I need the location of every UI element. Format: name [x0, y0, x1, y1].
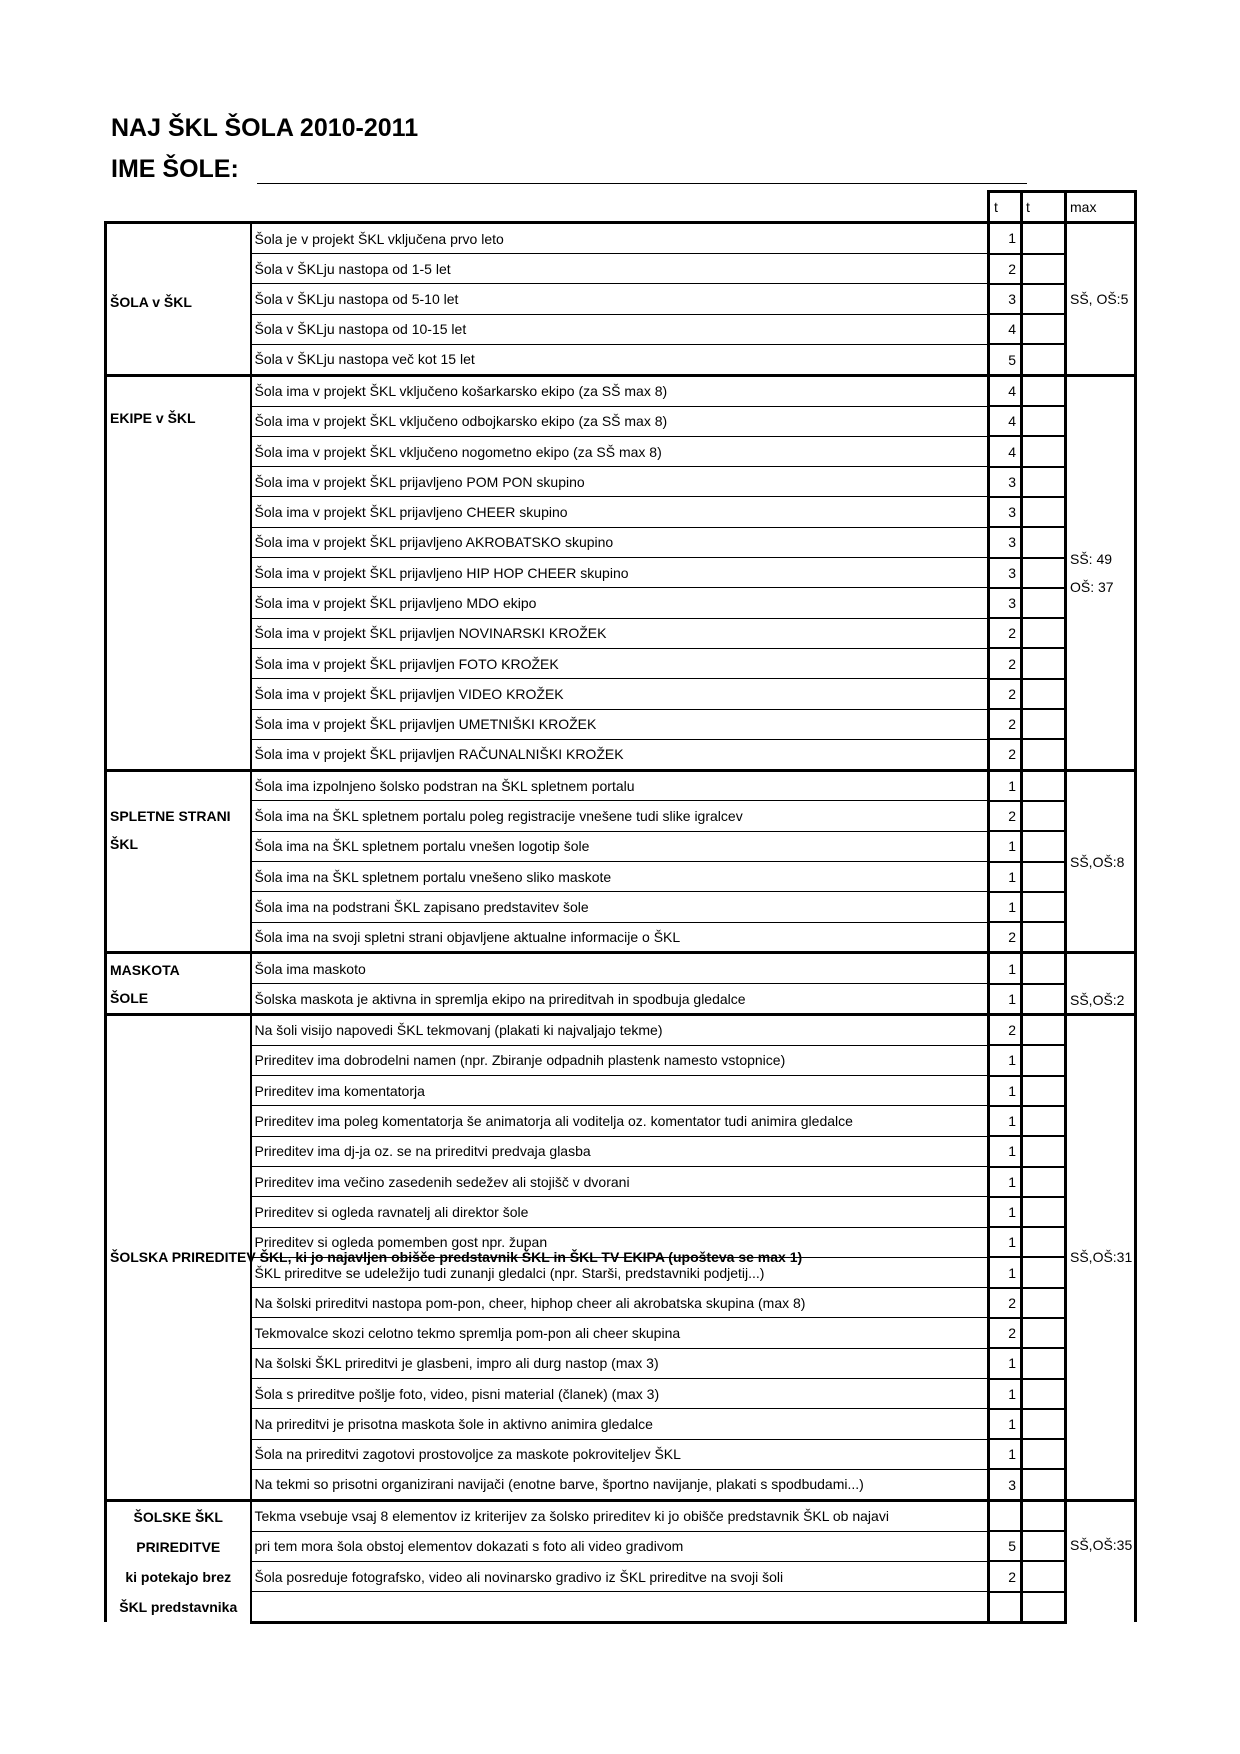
- header-blank: [106, 192, 251, 223]
- points-cell: 3: [989, 284, 1022, 314]
- max-cell: [1066, 953, 1136, 1015]
- score-input-cell[interactable]: [1022, 254, 1066, 284]
- score-input-cell[interactable]: [1022, 679, 1066, 709]
- category-cell: [106, 223, 251, 375]
- table-row: [106, 1318, 1136, 1348]
- category-label-line: ŠKL predstavnika: [119, 1599, 238, 1616]
- criterion-text: Na prireditvi je prisotna maskota šole in aktivno animira gledalce: [251, 1409, 989, 1439]
- table-row: [106, 1106, 1136, 1136]
- points-cell: 2: [989, 709, 1022, 739]
- score-input-cell[interactable]: [1022, 1318, 1066, 1348]
- column-header-t2: t: [1022, 192, 1066, 223]
- category-label: ŠOLSKA PRIREDITEV ŠKL, ki jo najavljen obišče predstavnik ŠKL in ŠKL TV EKIPA (upošteva se max 1): [110, 1249, 803, 1266]
- max-score: SŠ,OŠ:2: [1070, 992, 1125, 1009]
- criterion-text: Na šoli visijo napovedi ŠKL tekmovanj (plakati ki najvaljajo tekme): [251, 1015, 989, 1046]
- score-input-cell[interactable]: [1022, 1592, 1066, 1623]
- score-input-cell[interactable]: [1022, 618, 1066, 648]
- points-cell: 3: [989, 558, 1022, 588]
- scoring-table: [104, 190, 1137, 1624]
- score-input-cell[interactable]: [1022, 1439, 1066, 1469]
- points-cell: 1: [989, 892, 1022, 922]
- points-cell: 1: [989, 1136, 1022, 1166]
- criterion-text: Šola ima na ŠKL spletnem portalu vnešen logotip šole: [251, 831, 989, 861]
- score-input-cell[interactable]: [1022, 588, 1066, 618]
- points-cell: 2: [989, 1288, 1022, 1318]
- category-label-line: PRIREDITVE: [136, 1539, 221, 1556]
- table-row: [106, 375, 1136, 406]
- points-cell: 4: [989, 406, 1022, 436]
- points-cell: 2: [989, 801, 1022, 831]
- criterion-text: Šola v ŠKLju nastopa več kot 15 let: [251, 344, 989, 375]
- column-header-max: max: [1066, 192, 1136, 223]
- category-label: ŠOLA v ŠKL: [110, 294, 192, 311]
- table-row: [106, 1348, 1136, 1378]
- criterion-text: pri tem mora šola obstoj elementov dokazati s foto ali video gradivom: [251, 1531, 989, 1561]
- criterion-text: Šola ima v projekt ŠKL prijavljeno AKROBATSKO skupino: [251, 527, 989, 557]
- table-row: [106, 739, 1136, 770]
- category-label-line: ŠKL: [110, 835, 138, 852]
- criterion-text: Šolska maskota je aktivna in spremlja ekipo na prireditvah in spodbuja gledalce: [251, 984, 989, 1015]
- score-input-cell[interactable]: [1022, 1197, 1066, 1227]
- points-cell: 1: [989, 223, 1022, 254]
- criterion-text: Prireditev ima komentatorja: [251, 1076, 989, 1106]
- table-row: [106, 344, 1136, 375]
- category-label-line: ki potekajo brez: [125, 1569, 232, 1586]
- criterion-text: Prireditev ima večino zasedenih sedežev ali stojišč v dvorani: [251, 1167, 989, 1197]
- criterion-text: Šola ima v projekt ŠKL prijavljen FOTO KROŽEK: [251, 648, 989, 678]
- max-score: SŠ,OŠ:35: [1070, 1536, 1133, 1553]
- score-input-cell[interactable]: [1022, 344, 1066, 375]
- table-row: [106, 1167, 1136, 1197]
- table-row: [106, 770, 1136, 801]
- criterion-text: Šola v ŠKLju nastopa od 1-5 let: [251, 254, 989, 284]
- score-input-cell[interactable]: [1022, 1045, 1066, 1075]
- points-cell: 3: [989, 527, 1022, 557]
- table-row: [106, 679, 1136, 709]
- criterion-text: Šola je v projekt ŠKL vključena prvo leto: [251, 223, 989, 254]
- table-row: [106, 558, 1136, 588]
- category-cell: [106, 375, 251, 770]
- table-row: [106, 1500, 1136, 1531]
- table-row: [106, 1561, 1136, 1591]
- category-cell: [106, 770, 251, 953]
- points-cell: 2: [989, 254, 1022, 284]
- table-row: [106, 436, 1136, 466]
- points-cell: 4: [989, 436, 1022, 466]
- points-cell: 5: [989, 1531, 1022, 1561]
- score-input-cell[interactable]: [1022, 862, 1066, 892]
- criterion-text: Šola ima na podstrani ŠKL zapisano predstavitev šole: [251, 892, 989, 922]
- score-input-cell[interactable]: [1022, 1500, 1066, 1531]
- points-cell: 1: [989, 1197, 1022, 1227]
- table-row: [106, 618, 1136, 648]
- points-cell: 1: [989, 953, 1022, 984]
- table-row: [106, 223, 1136, 254]
- points-cell: 1: [989, 1076, 1022, 1106]
- points-cell: 1: [989, 1409, 1022, 1439]
- column-header-t1: t: [989, 192, 1022, 223]
- max-score-line: SŠ: 49: [1070, 550, 1113, 567]
- points-cell: 1: [989, 1257, 1022, 1287]
- criterion-text: Šola ima izpolnjeno šolsko podstran na ŠKL spletnem portalu: [251, 770, 989, 801]
- score-input-cell[interactable]: [1022, 497, 1066, 527]
- score-input-cell[interactable]: [1022, 922, 1066, 953]
- max-cell: [1066, 223, 1136, 375]
- form-title: NAJ ŠKL ŠOLA 2010-2011: [111, 114, 419, 142]
- table-row: [106, 314, 1136, 344]
- max-score: SŠ, OŠ:5: [1070, 291, 1129, 308]
- score-input-cell[interactable]: [1022, 1227, 1066, 1257]
- criterion-text: Šola na prireditvi zagotovi prostovoljce za maskote pokroviteljev ŠKL: [251, 1439, 989, 1469]
- criterion-text: Šola ima v projekt ŠKL prijavljen UMETNIŠKI KROŽEK: [251, 709, 989, 739]
- points-cell: 1: [989, 1045, 1022, 1075]
- criterion-text: Prireditev ima dobrodelni namen (npr. Zbiranje odpadnih plastenk namesto vstopnice): [251, 1045, 989, 1075]
- table-row: [106, 1288, 1136, 1318]
- criterion-text: Šola ima v projekt ŠKL prijavljen NOVINARSKI KROŽEK: [251, 618, 989, 648]
- points-cell: 5: [989, 344, 1022, 375]
- points-cell: 3: [989, 1469, 1022, 1500]
- table-row: [106, 1197, 1136, 1227]
- max-score: SŠ,OŠ:8: [1070, 853, 1125, 870]
- score-input-cell[interactable]: [1022, 1531, 1066, 1561]
- points-cell: 1: [989, 862, 1022, 892]
- header-blank-desc: [251, 192, 989, 223]
- score-input-cell[interactable]: [1022, 831, 1066, 861]
- criterion-text: Šola ima v projekt ŠKL vključeno košarkarsko ekipo (za SŠ max 8): [251, 375, 989, 406]
- points-cell: 1: [989, 1439, 1022, 1469]
- score-input-cell[interactable]: [1022, 801, 1066, 831]
- points-cell: 1: [989, 1379, 1022, 1409]
- score-input-cell[interactable]: [1022, 1379, 1066, 1409]
- table-row: [106, 406, 1136, 436]
- criterion-text: Na tekmi so prisotni organizirani navijači (enotne barve, športno navijanje, plakati s spodbudami...): [251, 1469, 989, 1500]
- score-input-cell[interactable]: [1022, 1409, 1066, 1439]
- table-row: [106, 588, 1136, 618]
- table-row: [106, 648, 1136, 678]
- category-label-line: SPLETNE STRANI: [110, 807, 231, 824]
- school-name-field[interactable]: [257, 165, 1027, 184]
- table-row: [106, 1592, 1136, 1623]
- criterion-text: Šola s prireditve pošlje foto, video, pisni material (članek) (max 3): [251, 1379, 989, 1409]
- criterion-text: Šola ima na ŠKL spletnem portalu poleg registracije vnešene tudi slike igralcev: [251, 801, 989, 831]
- criterion-text: Šola ima v projekt ŠKL prijavljeno HIP HOP CHEER skupino: [251, 558, 989, 588]
- points-cell: 4: [989, 375, 1022, 406]
- table-row: [106, 831, 1136, 861]
- criterion-text: Tekmovalce skozi celotno tekmo spremlja pom-pon ali cheer skupina: [251, 1318, 989, 1348]
- criterion-text: Prireditev si ogleda pomemben gost npr. župan: [251, 1227, 989, 1257]
- criterion-text: Prireditev si ogleda ravnatelj ali direktor šole: [251, 1197, 989, 1227]
- score-input-cell[interactable]: [1022, 558, 1066, 588]
- table-row: [106, 1439, 1136, 1469]
- score-input-cell[interactable]: [1022, 1288, 1066, 1318]
- criterion-text: Šola ima v projekt ŠKL prijavljeno POM PON skupino: [251, 467, 989, 497]
- score-input-cell[interactable]: [1022, 1561, 1066, 1591]
- criterion-text: Šola ima v projekt ŠKL prijavljen RAČUNALNIŠKI KROŽEK: [251, 739, 989, 770]
- max-cell: [1066, 770, 1136, 953]
- criterion-text: Prireditev ima poleg komentatorja še animatorja ali voditelja oz. komentator tudi animira gledalce: [251, 1106, 989, 1136]
- points-cell: 1: [989, 1227, 1022, 1257]
- table-row: [106, 984, 1136, 1015]
- points-cell: 2: [989, 739, 1022, 770]
- score-input-cell[interactable]: [1022, 1106, 1066, 1136]
- table-row: [106, 1531, 1136, 1561]
- score-input-cell[interactable]: [1022, 1469, 1066, 1500]
- points-cell: [989, 1592, 1022, 1623]
- points-cell: 4: [989, 314, 1022, 344]
- max-cell: [1066, 1500, 1136, 1622]
- max-score: SŠ,OŠ:31: [1070, 1249, 1133, 1266]
- criterion-text: Šola v ŠKLju nastopa od 5-10 let: [251, 284, 989, 314]
- points-cell: 2: [989, 1561, 1022, 1591]
- score-input-cell[interactable]: [1022, 648, 1066, 678]
- school-name-label: IME ŠOLE:: [111, 155, 239, 183]
- category-label: EKIPE v ŠKL: [110, 409, 196, 426]
- score-input-cell[interactable]: [1022, 467, 1066, 497]
- points-cell: 2: [989, 679, 1022, 709]
- table-row: [106, 1045, 1136, 1075]
- max-cell: [1066, 1015, 1136, 1501]
- score-input-cell[interactable]: [1022, 375, 1066, 406]
- table-row: [106, 497, 1136, 527]
- points-cell: 2: [989, 618, 1022, 648]
- table-row: [106, 892, 1136, 922]
- table-row: [106, 801, 1136, 831]
- score-input-cell[interactable]: [1022, 709, 1066, 739]
- table-row: [106, 922, 1136, 953]
- score-input-cell[interactable]: [1022, 406, 1066, 436]
- max-cell: [1066, 375, 1136, 770]
- criterion-text: [251, 1592, 989, 1623]
- table-row: [106, 1469, 1136, 1500]
- score-input-cell[interactable]: [1022, 984, 1066, 1015]
- score-input-cell[interactable]: [1022, 436, 1066, 466]
- points-cell: 3: [989, 467, 1022, 497]
- table-row: [106, 527, 1136, 557]
- criterion-text: Šola v ŠKLju nastopa od 10-15 let: [251, 314, 989, 344]
- category-label-line: ŠOLE: [110, 989, 149, 1006]
- score-input-cell[interactable]: [1022, 284, 1066, 314]
- criterion-text: Šola ima v projekt ŠKL vključeno nogometno ekipo (za SŠ max 8): [251, 436, 989, 466]
- score-input-cell[interactable]: [1022, 1015, 1066, 1046]
- points-cell: [989, 1500, 1022, 1531]
- school-name-line: [111, 154, 1027, 184]
- table-row: [106, 1015, 1136, 1046]
- criterion-text: Šola ima na ŠKL spletnem portalu vnešeno sliko maskote: [251, 862, 989, 892]
- criterion-text: Na šolski ŠKL prireditvi je glasbeni, impro ali durg nastop (max 3): [251, 1348, 989, 1378]
- score-input-cell[interactable]: [1022, 953, 1066, 984]
- table-row: [106, 1409, 1136, 1439]
- points-cell: 2: [989, 1015, 1022, 1046]
- points-cell: 1: [989, 770, 1022, 801]
- max-score-line: OŠ: 37: [1070, 578, 1114, 595]
- criterion-text: ŠKL prireditve se udeležijo tudi zunanji gledalci (npr. Starši, predstavniki podjetij...): [251, 1257, 989, 1287]
- criterion-text: Šola ima v projekt ŠKL prijavljeno MDO ekipo: [251, 588, 989, 618]
- criterion-text: Na šolski prireditvi nastopa pom-pon, cheer, hiphop cheer ali akrobatska skupina (max 8): [251, 1288, 989, 1318]
- criterion-text: Šola ima v projekt ŠKL prijavljen VIDEO KROŽEK: [251, 679, 989, 709]
- points-cell: 1: [989, 1348, 1022, 1378]
- table-row: [106, 1136, 1136, 1166]
- table-row: [106, 284, 1136, 314]
- points-cell: 1: [989, 1167, 1022, 1197]
- table-row: [106, 254, 1136, 284]
- score-input-cell[interactable]: [1022, 770, 1066, 801]
- points-cell: 2: [989, 1318, 1022, 1348]
- criterion-text: Šola posreduje fotografsko, video ali novinarsko gradivo iz ŠKL prireditve na svoji šoli: [251, 1561, 989, 1591]
- points-cell: 1: [989, 984, 1022, 1015]
- points-cell: 2: [989, 648, 1022, 678]
- category-cell: [106, 1500, 251, 1622]
- criterion-text: Prireditev ima dj-ja oz. se na prireditvi predvaja glasba: [251, 1136, 989, 1166]
- table-row: [106, 709, 1136, 739]
- points-cell: 1: [989, 831, 1022, 861]
- points-cell: 3: [989, 588, 1022, 618]
- score-input-cell[interactable]: [1022, 1348, 1066, 1378]
- points-cell: 1: [989, 1106, 1022, 1136]
- criterion-text: Šola ima na svoji spletni strani objavljene aktualne informacije o ŠKL: [251, 922, 989, 953]
- score-input-cell[interactable]: [1022, 1257, 1066, 1287]
- criterion-text: Šola ima v projekt ŠKL vključeno odbojkarsko ekipo (za SŠ max 8): [251, 406, 989, 436]
- score-input-cell[interactable]: [1022, 223, 1066, 254]
- table-row: [106, 953, 1136, 984]
- score-input-cell[interactable]: [1022, 314, 1066, 344]
- criterion-text: Šola ima v projekt ŠKL prijavljeno CHEER skupino: [251, 497, 989, 527]
- score-input-cell[interactable]: [1022, 527, 1066, 557]
- score-input-cell[interactable]: [1022, 1076, 1066, 1106]
- points-cell: 2: [989, 922, 1022, 953]
- score-input-cell[interactable]: [1022, 892, 1066, 922]
- table-row: [106, 1379, 1136, 1409]
- category-cell: [106, 953, 251, 1015]
- criterion-text: Šola ima maskoto: [251, 953, 989, 984]
- table-row: [106, 862, 1136, 892]
- score-input-cell[interactable]: [1022, 1167, 1066, 1197]
- table-row: [106, 467, 1136, 497]
- table-row: [106, 1076, 1136, 1106]
- score-input-cell[interactable]: [1022, 1136, 1066, 1166]
- points-cell: 3: [989, 497, 1022, 527]
- criterion-text: Tekma vsebuje vsaj 8 elementov iz kriterijev za šolsko prireditev ki jo obišče predstavnik ŠKL ob najavi: [251, 1500, 989, 1531]
- header-row: [106, 192, 1136, 223]
- score-input-cell[interactable]: [1022, 739, 1066, 770]
- category-label-line: MASKOTA: [110, 961, 180, 978]
- category-label-line: ŠOLSKE ŠKL: [133, 1509, 223, 1526]
